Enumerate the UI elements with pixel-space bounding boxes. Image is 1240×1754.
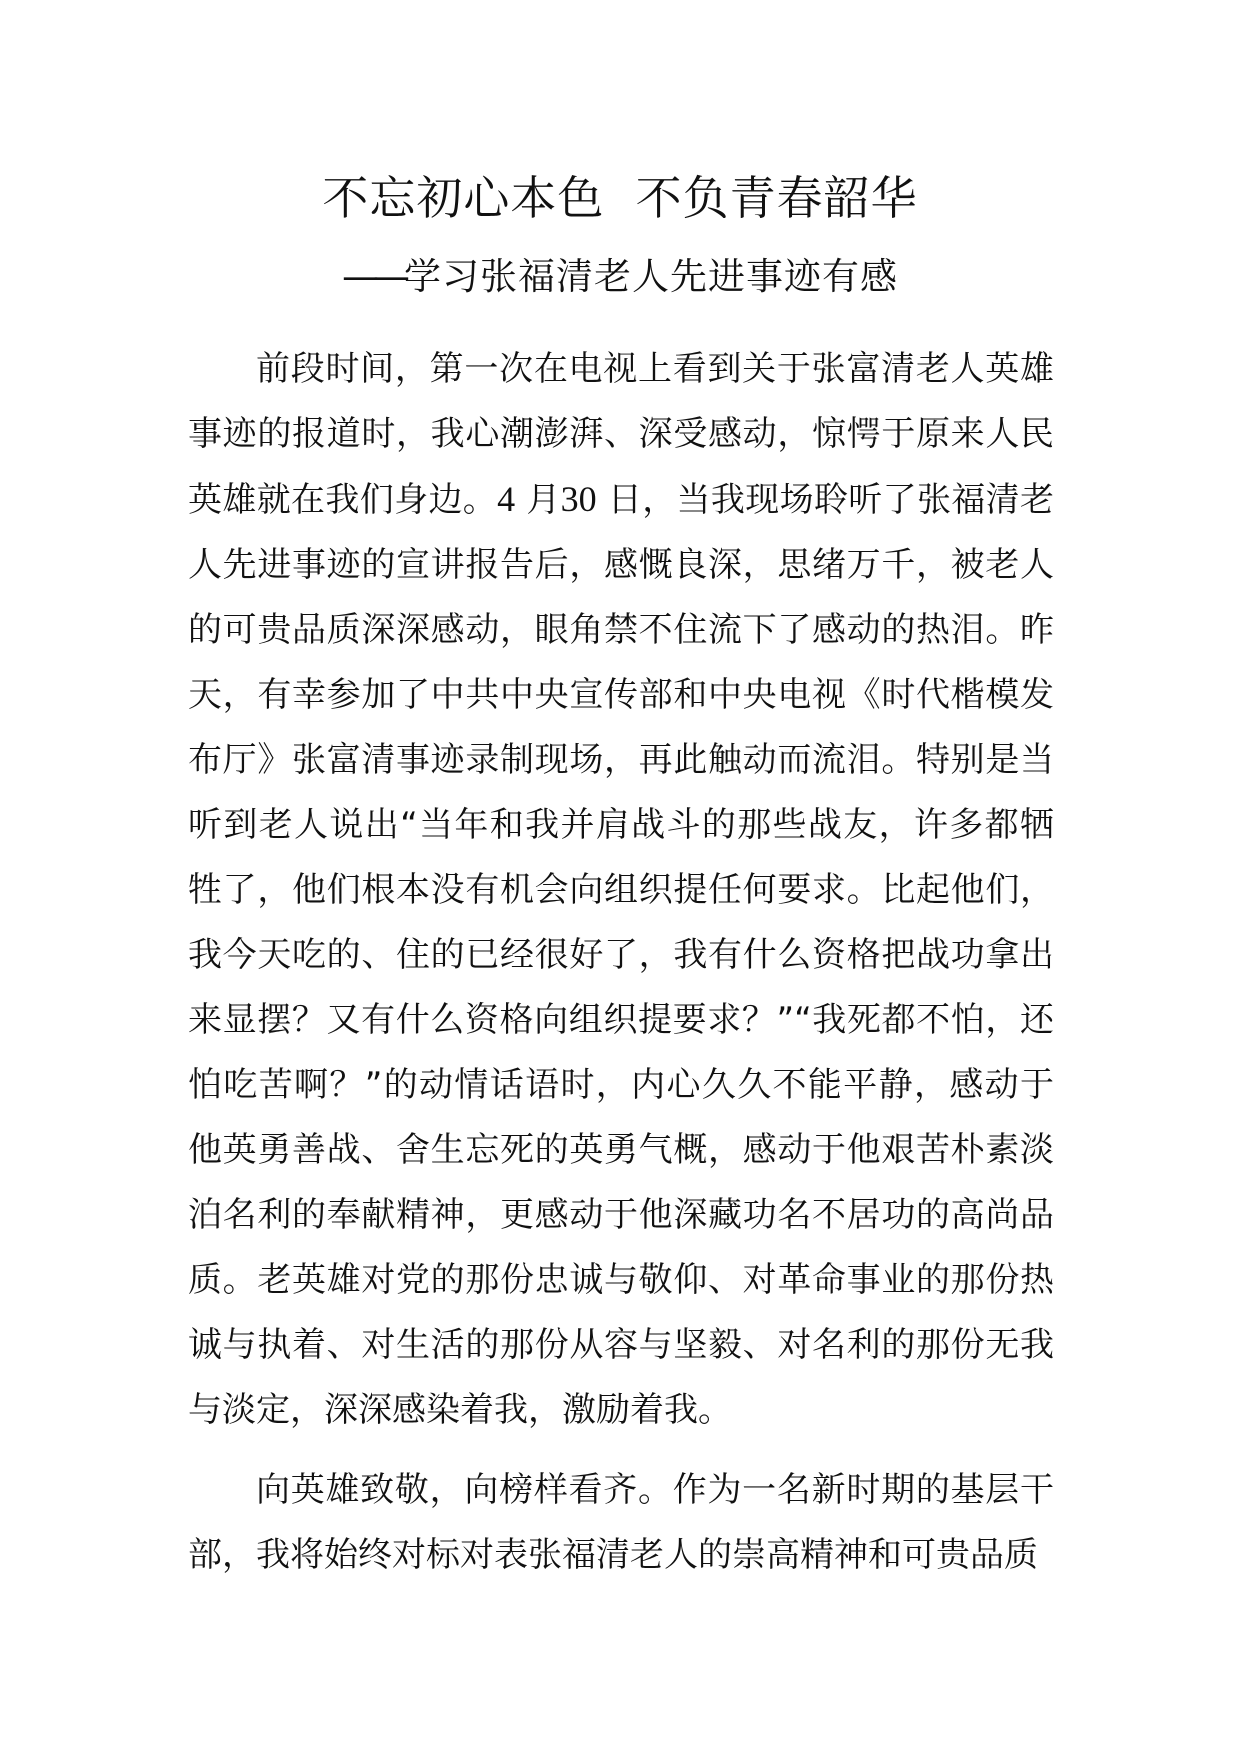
- paragraph-1-part-2: 日，当我现场聆听了张福清老人先进事迹的宣讲报告后，感慨良深，思绪万千，被老人的可贵品质深深感动，眼角禁不住流下了感动的热泪。昨天，有幸参加了中共中央宣传部和中央电视《时代楷模发布厅》张富清事迹录制现场，再此触动而流泪。特别是当听到老人说出“当年和我并肩战斗的那些战友，许多都牺牲了，他们根本没有机会向组织提任何要求。比起他们，我今天吃的、住的已经很好了，我有什么资格把战功拿出来显摆？又有什么资格向组织提要求？”“我死都不怕，还怕吃苦啊？”的动情话语时，内心久久不能平静，感动于他英勇善战、舍生忘死的英勇气概，感动于他艰苦朴素淡泊名利的奉献精神，更感动于他深藏功名不居功的高尚品质。老英雄对党的那份忠诚与敬仰、对革命事业的那份热诚与执着、对生活的那份从容与坚毅、对名利的那份无我与淡定，深深感染着我，激励着我。: [188, 480, 1055, 1430]
- date-month-unit: 月: [526, 480, 561, 520]
- paragraph-1-part-1: 前段时间，第一次在电视上看到关于张富清老人英雄事迹的报道时，我心潮澎湃、深受感动，惊愕于原来人民英雄就在我们身边。: [188, 349, 1054, 520]
- document-subtitle: [0, 252, 1240, 302]
- document-body: [188, 337, 1054, 1588]
- paragraph-1: [188, 337, 1054, 1443]
- date-month-number: 4: [497, 479, 516, 519]
- document-title: 不忘初心本色 不负青春韶华: [322, 171, 918, 225]
- subtitle-text: 学习张福清老人先进事迹有感: [404, 255, 898, 298]
- date-day-number: 30: [560, 479, 597, 519]
- paragraph-2: 向英雄致敬，向榜样看齐。作为一名新时期的基层干部，我将始终对标对表张福清老人的崇高精神和可贵品质: [188, 1470, 1054, 1575]
- subtitle-dash: ——: [342, 255, 404, 298]
